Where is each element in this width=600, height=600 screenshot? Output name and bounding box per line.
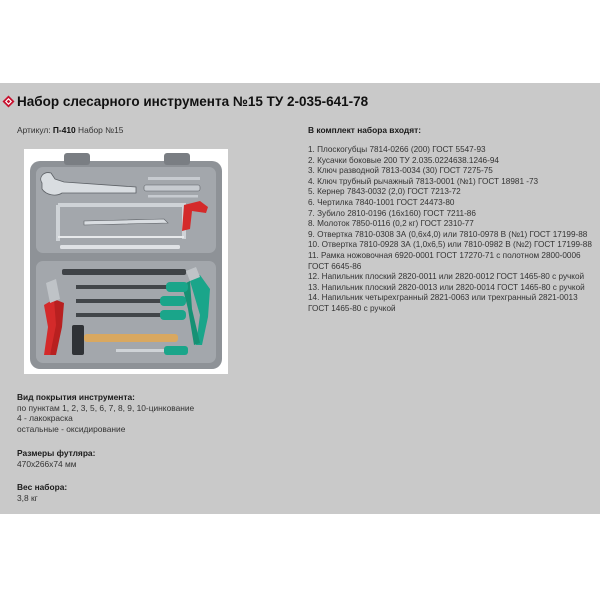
weight-value: 3,8 кг	[17, 492, 38, 503]
kit-item: 14. Напильник четырехгранный 2821-0063 или трехгранный 2821-0013 ГОСТ 1465-80 с ручкой	[308, 293, 578, 313]
kit-item: 8. Молоток 7850-0116 (0,2 кг) ГОСТ 2310-77	[308, 219, 474, 229]
coating-line: по пунктам 1, 2, 3, 5, 6, 7, 8, 9, 10-цинкование	[17, 402, 195, 413]
kit-item: 11. Рамка ножовочная 6920-0001 ГОСТ 17270-71 с полотном 2800-0006 ГОСТ 6645-86	[308, 250, 581, 271]
coating-heading: Вид покрытия инструмента:	[17, 392, 135, 402]
case-size-heading: Размеры футляра:	[17, 448, 96, 458]
kit-item: 2. Кусачки боковые 200 ТУ 2.035.0224638.1246-94	[308, 155, 499, 165]
kit-item: 10. Отвертка 7810-0928 3А (1,0х6,5) или 7810-0982 В (№2) ГОСТ 17199-88	[308, 240, 592, 250]
coating-line: остальные - оксидирование	[17, 423, 126, 434]
coating-line: 4 - лакокраска	[17, 413, 73, 424]
case-size-value: 470х266х74 мм	[17, 458, 77, 469]
page-title: Набор слесарного инструмента №15 ТУ 2-035-641-78	[17, 94, 369, 109]
kit-heading: В комплект набора входят:	[308, 125, 422, 135]
kit-item: 1. Плоскогубцы 7814-0266 (200) ГОСТ 5547-93	[308, 145, 486, 154]
case-size-spec	[17, 448, 95, 469]
weight-spec	[17, 482, 67, 503]
weight-heading: Вес набора:	[17, 482, 68, 492]
coating-spec	[17, 392, 194, 434]
article-name: Набор №15	[78, 125, 124, 135]
kit-item: 5. Кернер 7843-0032 (2,0) ГОСТ 7213-72	[308, 187, 461, 197]
kit-item: 3. Ключ разводной 7813-0034 (30) ГОСТ 7275-75	[308, 166, 493, 176]
article-code: П-410	[52, 125, 76, 135]
kit-item: 13. Напильник плоский 2820-0013 или 2820-0014 ГОСТ 1465-80 с ручкой	[308, 282, 585, 292]
kit-item: 7. Зубило 2810-0196 (16x160) ГОСТ 7211-86	[308, 208, 476, 218]
article-line	[17, 125, 123, 135]
product-photo	[24, 149, 228, 374]
article-label: Артикул:	[17, 125, 51, 135]
kit-item: 4. Ключ трубный рычажный 7813-0001 (№1) ГОСТ 18981 -73	[308, 176, 539, 186]
kit-item: 6. Чертилка 7840-1001 ГОСТ 24473-80	[308, 197, 455, 207]
kit-list	[308, 145, 598, 315]
kit-item: 12. Напильник плоский 2820-0011 или 2820-0012 ГОСТ 1465-80 с ручкой	[308, 272, 585, 282]
kit-item: 9. Отвертка 7810-0308 3А (0,6х4,0) или 7810-0978 В (№1) ГОСТ 17199-88	[308, 229, 588, 239]
red-diamond-logo-icon	[2, 95, 15, 108]
